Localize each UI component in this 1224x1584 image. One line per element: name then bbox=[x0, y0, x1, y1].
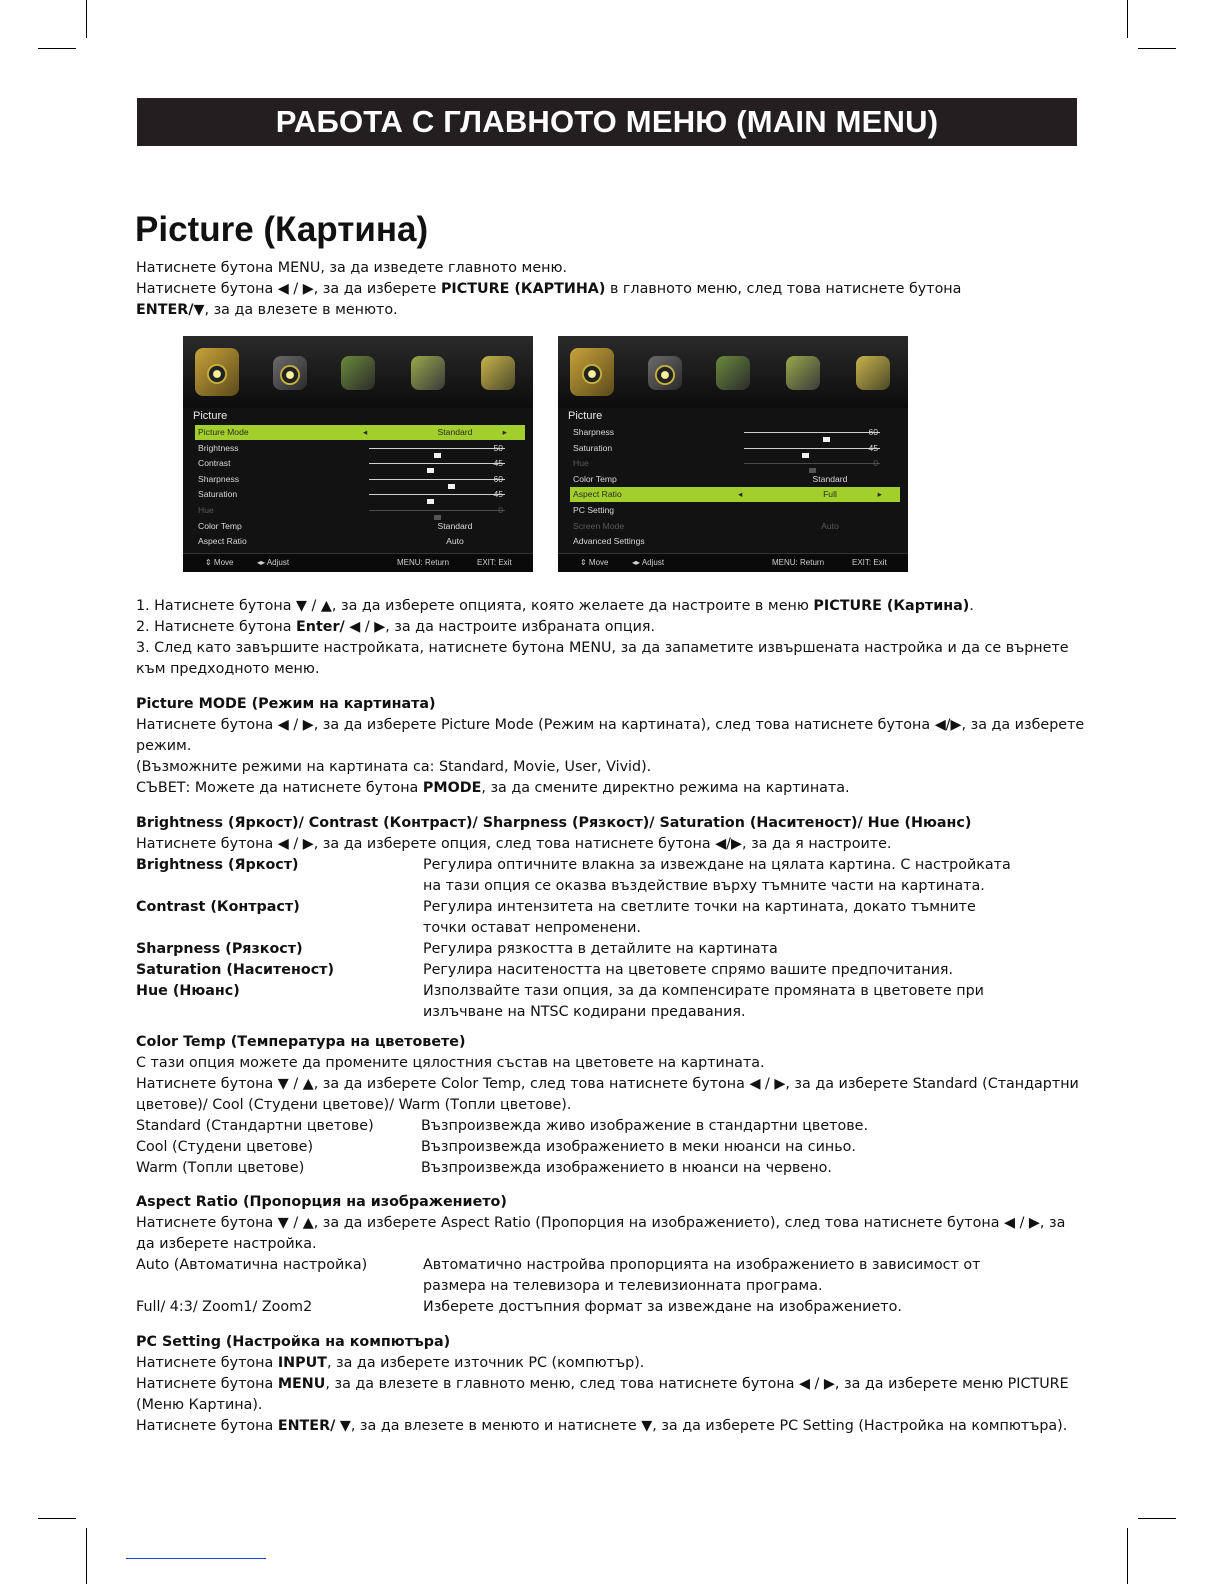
desc-cool: Възпроизвежда изображението в меки нюанси на синьо. bbox=[421, 1139, 856, 1155]
crop-mark bbox=[1138, 48, 1176, 49]
crop-mark bbox=[1127, 1528, 1128, 1584]
desc-warm: Възпроизвежда изображението в нюанси на червено. bbox=[421, 1160, 832, 1176]
menu-row-label: Aspect Ratio bbox=[198, 536, 247, 547]
menu-row[interactable] bbox=[570, 456, 900, 471]
intro-line-2: Натиснете бутона ◀ / ▶, за да изберете PICTURE (КАРТИНА) в главното меню, след това натиснете бутона bbox=[136, 281, 962, 297]
slider-track[interactable] bbox=[744, 432, 880, 433]
color-temp-line: С тази опция можете да промените цялостния състав на цветовете на картината. bbox=[136, 1055, 765, 1071]
menu-row-label: Brightness bbox=[198, 442, 239, 453]
menu-row-label: Hue bbox=[198, 505, 214, 515]
menu-row-label: Hue bbox=[573, 458, 589, 469]
arrow-left-icon[interactable]: ◂ bbox=[738, 489, 743, 500]
color-temp-line: Натиснете бутона ▼ / ▲, за да изберете Color Temp, след това натиснете бутона ◀ / ▶, за да изберете Standard (Стандартни bbox=[136, 1076, 1079, 1092]
setup-gear-icon bbox=[856, 356, 890, 390]
arrow-right-icon[interactable]: ▸ bbox=[877, 489, 882, 500]
term-auto: Auto (Автоматична настройка) bbox=[136, 1257, 368, 1273]
slider-track[interactable] bbox=[369, 510, 505, 511]
menu-row[interactable] bbox=[570, 472, 900, 487]
menu-row-label: Advanced Settings bbox=[573, 536, 645, 547]
aspect-ratio-line: да изберете настройка. bbox=[136, 1236, 317, 1252]
picture-icon bbox=[195, 348, 239, 396]
menu-row-number: 45 bbox=[493, 489, 503, 500]
menu-icon-bar bbox=[183, 336, 533, 408]
slider-track[interactable] bbox=[369, 448, 505, 449]
footer-return: MENU: Return bbox=[772, 558, 825, 567]
menu-row-label: Picture Mode bbox=[198, 427, 249, 437]
aspect-ratio-heading: Aspect Ratio (Пропорция на изображението) bbox=[136, 1194, 507, 1210]
footer-move: ⇕ Move bbox=[205, 558, 234, 567]
menu-row-label: Color Temp bbox=[198, 520, 242, 531]
pc-setting-line: Натиснете бутона ENTER/ ▼, за да влезете в менюто и натиснете ▼, за да изберете PC Setting (Настройка на компютъра). bbox=[136, 1418, 1068, 1434]
menu-row-number: 60 bbox=[868, 427, 878, 437]
color-temp-heading: Color Temp (Температура на цветовете) bbox=[136, 1034, 466, 1050]
desc-saturation: Регулира наситеността на цветовете спрямо вашите предпочитания. bbox=[423, 962, 954, 978]
adjust-options-line: Натиснете бутона ◀ / ▶, за да изберете опция, след това натиснете бутона ◀/▶, за да я настроите. bbox=[136, 836, 892, 852]
slider-track[interactable] bbox=[744, 448, 880, 449]
menu-row[interactable] bbox=[570, 534, 900, 549]
menu-row-number: 60 bbox=[493, 473, 503, 484]
page-banner bbox=[137, 98, 1077, 146]
term-hue: Hue (Нюанс) bbox=[136, 983, 240, 999]
sound-icon bbox=[648, 356, 682, 390]
menu-row-number: 0 bbox=[873, 458, 878, 469]
sound-icon bbox=[273, 356, 307, 390]
menu-row-label: Sharpness bbox=[573, 427, 615, 437]
menu-row-label: Saturation bbox=[573, 442, 613, 453]
menu-row-label: Sharpness bbox=[198, 473, 240, 484]
menu-row[interactable] bbox=[570, 441, 900, 456]
step-3-cont: към предходното меню. bbox=[136, 661, 320, 677]
section-title: Picture (Картина) bbox=[135, 210, 429, 249]
term-brightness: Brightness (Яркост) bbox=[136, 857, 299, 873]
slider-track[interactable] bbox=[369, 463, 505, 464]
desc-contrast-cont: точки остават непроменени. bbox=[423, 920, 641, 936]
crop-mark bbox=[38, 48, 76, 49]
term-contrast: Contrast (Контраст) bbox=[136, 899, 300, 915]
banner-title: РАБОТА С ГЛАВНОТО МЕНЮ (MAIN MENU) bbox=[275, 104, 939, 139]
menu-row[interactable] bbox=[195, 441, 525, 456]
tv-menu-screenshot-1 bbox=[183, 336, 533, 572]
pc-setting-heading: PC Setting (Настройка на компютъра) bbox=[136, 1334, 451, 1350]
color-temp-line: цветове)/ Cool (Студени цветове)/ Warm (Топли цветове). bbox=[136, 1097, 572, 1113]
menu-row-number: 0 bbox=[498, 505, 503, 515]
desc-auto: Автоматично настройва пропорцията на изображението в зависимост от bbox=[423, 1257, 981, 1273]
lock-icon bbox=[411, 356, 445, 390]
desc-brightness: Регулира оптичните влакна за извеждане на цялата картина. С настройката bbox=[423, 857, 1011, 873]
arrow-right-icon[interactable]: ▸ bbox=[502, 427, 507, 437]
menu-row[interactable] bbox=[570, 519, 900, 534]
menu-row-value: Auto bbox=[821, 520, 839, 531]
menu-row-label: Color Temp bbox=[573, 473, 617, 484]
setup-gear-icon bbox=[481, 356, 515, 390]
step-1: 1. Натиснете бутона ▼ / ▲, за да изберете опцията, която желаете да настроите в меню PICTURE (Картина). bbox=[136, 598, 974, 614]
menu-row[interactable] bbox=[570, 487, 900, 502]
intro-line-3: ENTER/▼, за да влезете в менюто. bbox=[136, 302, 398, 318]
channel-icon bbox=[341, 356, 375, 390]
picture-mode-line: Натиснете бутона ◀ / ▶, за да изберете Picture Mode (Режим на картината), след това натиснете бутона ◀/▶, за да изберете bbox=[136, 717, 1085, 733]
menu-row-number: 45 bbox=[868, 442, 878, 453]
footer-return: MENU: Return bbox=[397, 558, 450, 567]
arrow-left-icon[interactable]: ◂ bbox=[363, 427, 368, 437]
picture-mode-line: режим. bbox=[136, 738, 192, 754]
menu-row[interactable] bbox=[195, 519, 525, 534]
crop-mark bbox=[38, 1518, 76, 1519]
step-3: 3. След като завършите настройката, натиснете бутона MENU, за да запаметите извършената настройка и да се върнете bbox=[136, 640, 1069, 656]
menu-row[interactable] bbox=[195, 487, 525, 502]
menu-row-number: 45 bbox=[493, 458, 503, 469]
menu-row-value: Full bbox=[823, 489, 837, 500]
desc-auto-cont: размера на телевизора и телевизионната програма. bbox=[423, 1278, 823, 1294]
menu-row[interactable] bbox=[195, 456, 525, 471]
menu-title: Picture bbox=[193, 410, 228, 422]
slider-track[interactable] bbox=[369, 494, 505, 495]
menu-footer bbox=[558, 553, 908, 572]
picture-mode-line: (Възможните режими на картината са: Standard, Movie, User, Vivid). bbox=[136, 759, 652, 775]
menu-row[interactable] bbox=[195, 472, 525, 487]
desc-full: Изберете достъпния формат за извеждане на изображението. bbox=[423, 1299, 902, 1315]
term-saturation: Saturation (Наситеност) bbox=[136, 962, 334, 978]
desc-hue-cont: излъчване на NTSC кодирани предавания. bbox=[423, 1004, 746, 1020]
menu-row-label: PC Setting bbox=[573, 505, 615, 515]
pc-setting-line: Натиснете бутона MENU, за да влезете в главното меню, след това натиснете бутона ◀ / ▶, за да изберете меню PICTURE bbox=[136, 1376, 1069, 1392]
footer-exit: EXIT: Exit bbox=[852, 558, 887, 567]
menu-row-label: Aspect Ratio bbox=[573, 489, 622, 500]
desc-brightness-cont: на тази опция се оказва въздействие върху тъмните части на картината. bbox=[423, 878, 985, 894]
adjust-options-heading: Brightness (Яркост)/ Contrast (Контраст)/ Sharpness (Рязкост)/ Saturation (Наситеност)/ Hue (Нюанс) bbox=[136, 815, 972, 831]
desc-standard: Възпроизвежда живо изображение в стандартни цветове. bbox=[421, 1118, 869, 1134]
menu-row-value: Standard bbox=[437, 427, 473, 437]
step-2: 2. Натиснете бутона Enter/ ◀ / ▶, за да настроите избраната опция. bbox=[136, 619, 656, 635]
pc-setting-line: (Меню Картина). bbox=[136, 1397, 263, 1413]
menu-row[interactable] bbox=[570, 425, 900, 440]
footer-exit: EXIT: Exit bbox=[477, 558, 512, 567]
menu-row-value: Standard bbox=[437, 520, 473, 531]
pc-setting-line: Натиснете бутона INPUT, за да изберете източник PC (компютър). bbox=[136, 1355, 645, 1371]
term-sharpness: Sharpness (Рязкост) bbox=[136, 941, 303, 957]
channel-icon bbox=[716, 356, 750, 390]
crop-mark bbox=[1127, 0, 1128, 38]
menu-row-number: 50 bbox=[493, 442, 503, 453]
term-standard: Standard (Стандартни цветове) bbox=[136, 1118, 374, 1134]
lock-icon bbox=[786, 356, 820, 390]
picture-mode-tip: СЪВЕТ: Можете да натиснете бутона PMODE, за да смените директно режима на картината. bbox=[136, 780, 850, 796]
footer-move: ⇕ Move bbox=[580, 558, 609, 567]
desc-hue: Използвайте тази опция, за да компенсирате промяната в цветовете при bbox=[423, 983, 984, 999]
menu-row-label: Screen Mode bbox=[573, 520, 625, 531]
term-warm: Warm (Топли цветове) bbox=[136, 1160, 305, 1176]
menu-row-value: Auto bbox=[446, 536, 464, 547]
desc-contrast: Регулира интензитета на светлите точки на картината, докато тъмните bbox=[423, 899, 976, 915]
picture-icon bbox=[570, 348, 614, 396]
menu-row[interactable] bbox=[195, 503, 525, 518]
tv-menu-screenshot-2 bbox=[558, 336, 908, 572]
menu-footer bbox=[183, 553, 533, 572]
menu-row-label: Contrast bbox=[198, 458, 231, 469]
picture-mode-heading: Picture MODE (Режим на картината) bbox=[136, 696, 436, 712]
term-full: Full/ 4:3/ Zoom1/ Zoom2 bbox=[136, 1299, 313, 1315]
aspect-ratio-line: Натиснете бутона ▼ / ▲, за да изберете Aspect Ratio (Пропорция на изображението), след това натиснете бутона ◀ / ▶, за bbox=[136, 1215, 1066, 1231]
slider-track[interactable] bbox=[369, 479, 505, 480]
footer-adjust: ◂▸ Adjust bbox=[257, 558, 290, 567]
menu-row[interactable] bbox=[195, 534, 525, 549]
menu-row-value: Standard bbox=[812, 473, 848, 484]
crop-mark bbox=[1138, 1518, 1176, 1519]
crop-mark bbox=[86, 1528, 87, 1584]
footer-rule bbox=[126, 1558, 266, 1559]
menu-row-label: Saturation bbox=[198, 489, 238, 500]
menu-row[interactable] bbox=[570, 503, 900, 518]
menu-row[interactable] bbox=[195, 425, 525, 440]
footer-adjust: ◂▸ Adjust bbox=[632, 558, 665, 567]
crop-mark bbox=[86, 0, 87, 38]
desc-sharpness: Регулира рязкостта в детайлите на картината bbox=[423, 941, 778, 957]
term-cool: Cool (Студени цветове) bbox=[136, 1139, 314, 1155]
menu-title: Picture bbox=[568, 410, 603, 422]
slider-track[interactable] bbox=[744, 463, 880, 464]
menu-icon-bar bbox=[558, 336, 908, 408]
intro-line-1: Натиснете бутона MENU, за да изведете главното меню. bbox=[136, 260, 568, 276]
